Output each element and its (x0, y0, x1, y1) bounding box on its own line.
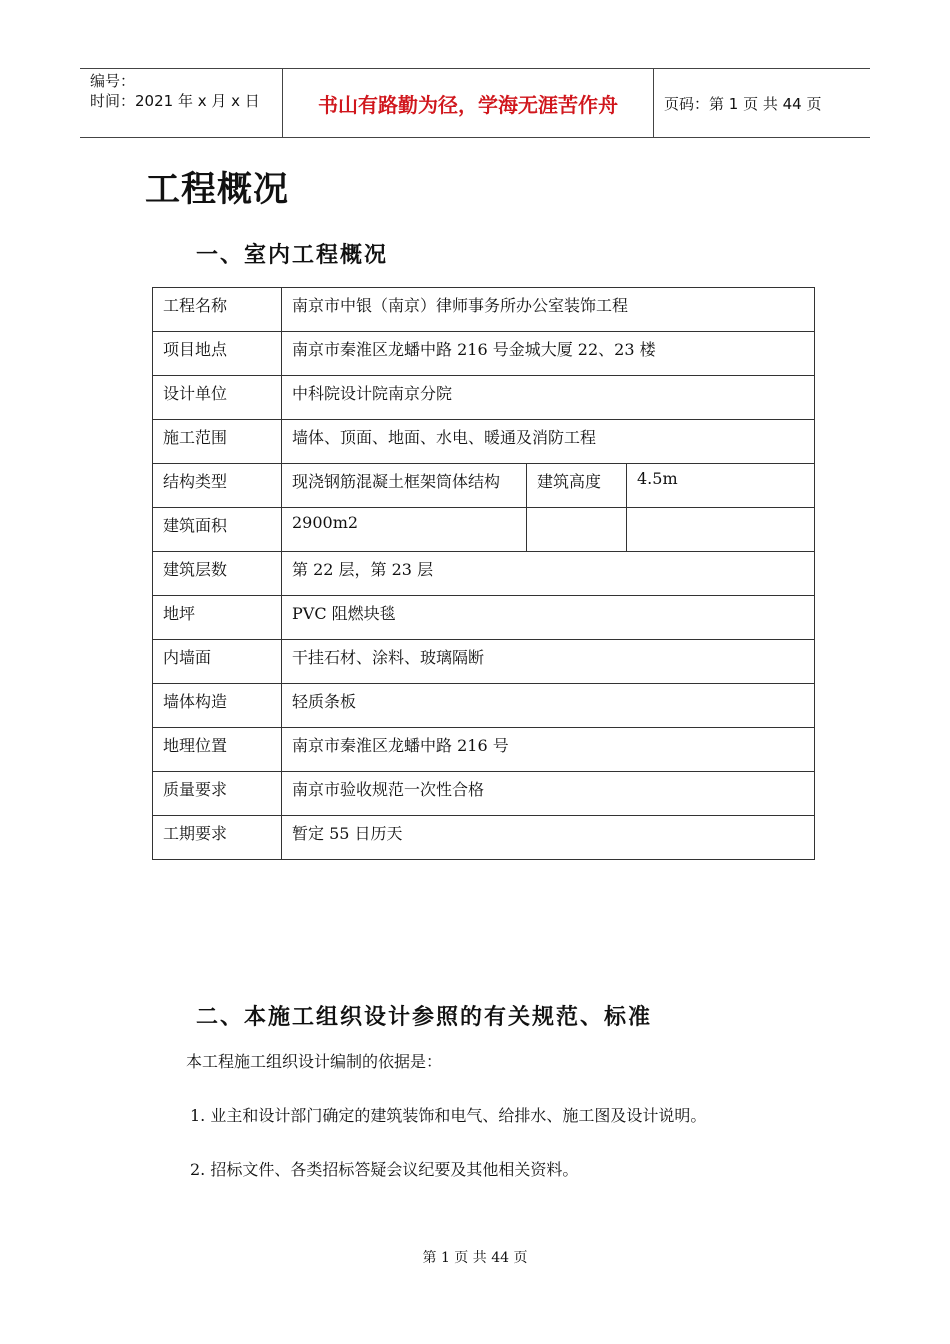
row-label: 质量要求 (153, 772, 282, 816)
row-value: 轻质条板 (282, 684, 815, 728)
row-value: 中科院设计院南京分院 (282, 376, 815, 420)
table-row (153, 508, 815, 552)
table-row (153, 684, 815, 728)
header-motto: 书山有路勤为径，学海无涯苦作舟 (282, 69, 654, 137)
row-label: 地理位置 (153, 728, 282, 772)
table-row (153, 816, 815, 860)
table-row (153, 464, 815, 508)
table-row (153, 772, 815, 816)
table-row (153, 332, 815, 376)
list-item: 1. 业主和设计部门确定的建筑装饰和电气、给排水、施工图及设计说明。 (190, 1106, 707, 1125)
table-row (153, 376, 815, 420)
row-value: 第 22 层，第 23 层 (282, 552, 815, 596)
row-label: 设计单位 (153, 376, 282, 420)
row-label: 墙体构造 (153, 684, 282, 728)
document-title: 工程概况 (145, 170, 290, 210)
row-value: 南京市秦淮区龙蟠中路 216 号金城大厦 22、23 楼 (282, 332, 815, 376)
project-info-table (152, 287, 815, 860)
section-heading-standards: 二、本施工组织设计参照的有关规范、标准 (196, 1005, 653, 1030)
row-label: 内墙面 (153, 640, 282, 684)
document-date: 时间：2021 年 x 月 x 日 (90, 92, 260, 110)
list-item: 2. 招标文件、各类招标答疑会议纪要及其他相关资料。 (190, 1160, 579, 1179)
page-footer: 第 1 页 共 44 页 (422, 1250, 528, 1266)
row-extra-value: 4.5m (627, 464, 815, 508)
page-header (80, 68, 870, 138)
row-value: 暂定 55 日历天 (282, 816, 815, 860)
row-label: 地坪 (153, 596, 282, 640)
table-row (153, 420, 815, 464)
row-label: 建筑层数 (153, 552, 282, 596)
row-value: 南京市验收规范一次性合格 (282, 772, 815, 816)
row-value: 南京市秦淮区龙蟠中路 216 号 (282, 728, 815, 772)
document-number-label: 编号： (90, 72, 136, 90)
section-heading-indoor-overview: 一、室内工程概况 (196, 243, 389, 268)
row-value: 2900m2 (282, 508, 527, 552)
row-value: PVC 阻燃块毯 (282, 596, 815, 640)
table-row (153, 596, 815, 640)
table-row (153, 640, 815, 684)
row-extra-label: 建筑高度 (527, 464, 627, 508)
row-value: 现浇钢筋混凝土框架筒体结构 (282, 464, 527, 508)
row-value: 干挂石材、涂料、玻璃隔断 (282, 640, 815, 684)
row-label: 工期要求 (153, 816, 282, 860)
row-label: 项目地点 (153, 332, 282, 376)
standards-intro: 本工程施工组织设计编制的依据是： (186, 1052, 443, 1071)
table-row (153, 552, 815, 596)
row-value: 南京市中银（南京）律师事务所办公室装饰工程 (282, 288, 815, 332)
row-label: 建筑面积 (153, 508, 282, 552)
row-extra-label (527, 508, 627, 552)
table-row (153, 288, 815, 332)
row-label: 结构类型 (153, 464, 282, 508)
row-extra-value (627, 508, 815, 552)
header-page-info: 页码：第 1 页 共 44 页 (664, 94, 822, 113)
row-value: 墙体、顶面、地面、水电、暖通及消防工程 (282, 420, 815, 464)
row-label: 工程名称 (153, 288, 282, 332)
row-label: 施工范围 (153, 420, 282, 464)
table-row (153, 728, 815, 772)
header-meta (80, 69, 282, 137)
